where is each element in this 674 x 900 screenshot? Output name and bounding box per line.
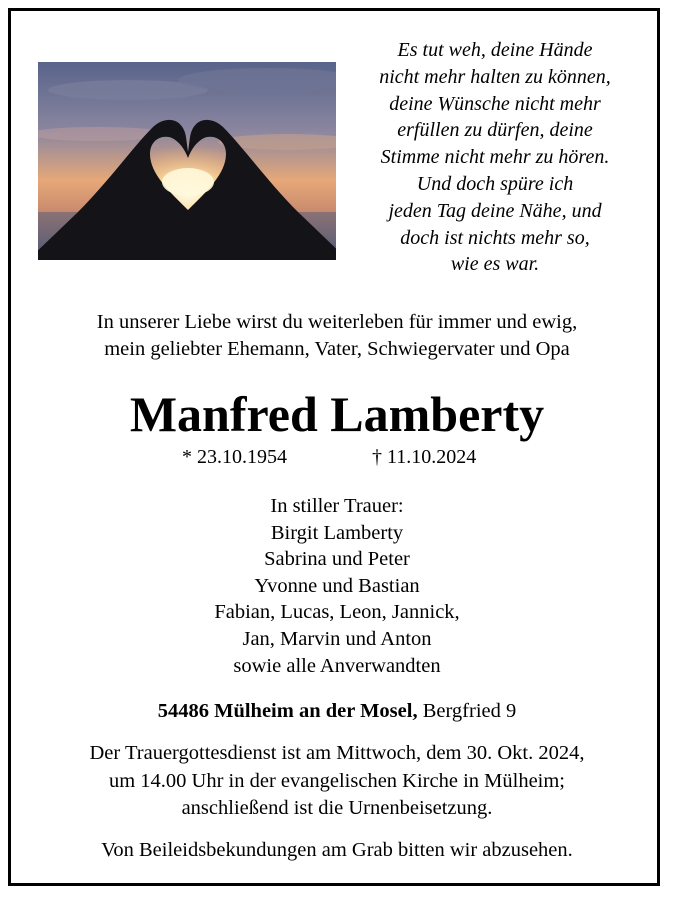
- poem-line: Es tut weh, deine Hände: [397, 39, 593, 61]
- heart-hands-sunset-image: [38, 62, 336, 260]
- poem-line: doch ist nichts mehr so,: [400, 226, 590, 249]
- funeral-service-info: [0, 740, 674, 823]
- poem-line: erfüllen zu dürfen, deine: [397, 119, 593, 142]
- address-street: Bergfried 9: [422, 700, 517, 722]
- mourners-line: Fabian, Lucas, Leon, Jannick,: [214, 601, 460, 624]
- poem: [340, 37, 650, 278]
- poem-line: Und doch spüre ich: [416, 172, 574, 195]
- service-line: Der Trauergottesdienst ist am Mittwoch, dem 30. Okt. 2024,: [89, 742, 585, 764]
- poem-line: wie es war.: [450, 253, 540, 276]
- poem-line: jeden Tag deine Nähe, und: [388, 199, 602, 222]
- closing-note: Von Beileidsbekundungen am Grab bitten wir abzusehen.: [101, 839, 573, 861]
- deceased-name: Manfred Lamberty: [129, 386, 545, 442]
- birth-date: * 23.10.1954: [182, 446, 287, 468]
- mourners-list: [0, 493, 674, 679]
- intro-line: In unserer Liebe wirst du weiterleben für immer und ewig,: [96, 311, 578, 333]
- mourners-line: In stiller Trauer:: [270, 495, 404, 517]
- death-date: † 11.10.2024: [372, 446, 477, 468]
- intro-line: mein geliebter Ehemann, Vater, Schwiegervater und Opa: [104, 338, 570, 360]
- mourners-line: Sabrina und Peter: [264, 548, 410, 571]
- intro-text: [0, 309, 674, 363]
- address-city: 54486 Mülheim an der Mosel,: [157, 700, 418, 722]
- address: [0, 698, 674, 724]
- mourners-line: sowie alle Anverwandten: [233, 654, 441, 677]
- mourners-line: Yvonne und Bastian: [254, 574, 420, 597]
- heart-hands-photo: [38, 62, 336, 260]
- mourners-line: Jan, Marvin und Anton: [242, 627, 432, 650]
- mourners-line: Birgit Lamberty: [270, 521, 404, 544]
- poem-line: deine Wünsche nicht mehr: [389, 92, 601, 115]
- poem-line: Stimme nicht mehr zu hören.: [380, 146, 610, 169]
- service-line: um 14.00 Uhr in der evangelischen Kirche in Mülheim;: [108, 769, 565, 792]
- service-line: anschließend ist die Urnenbeisetzung.: [181, 797, 493, 819]
- poem-line: nicht mehr halten zu können,: [379, 65, 611, 88]
